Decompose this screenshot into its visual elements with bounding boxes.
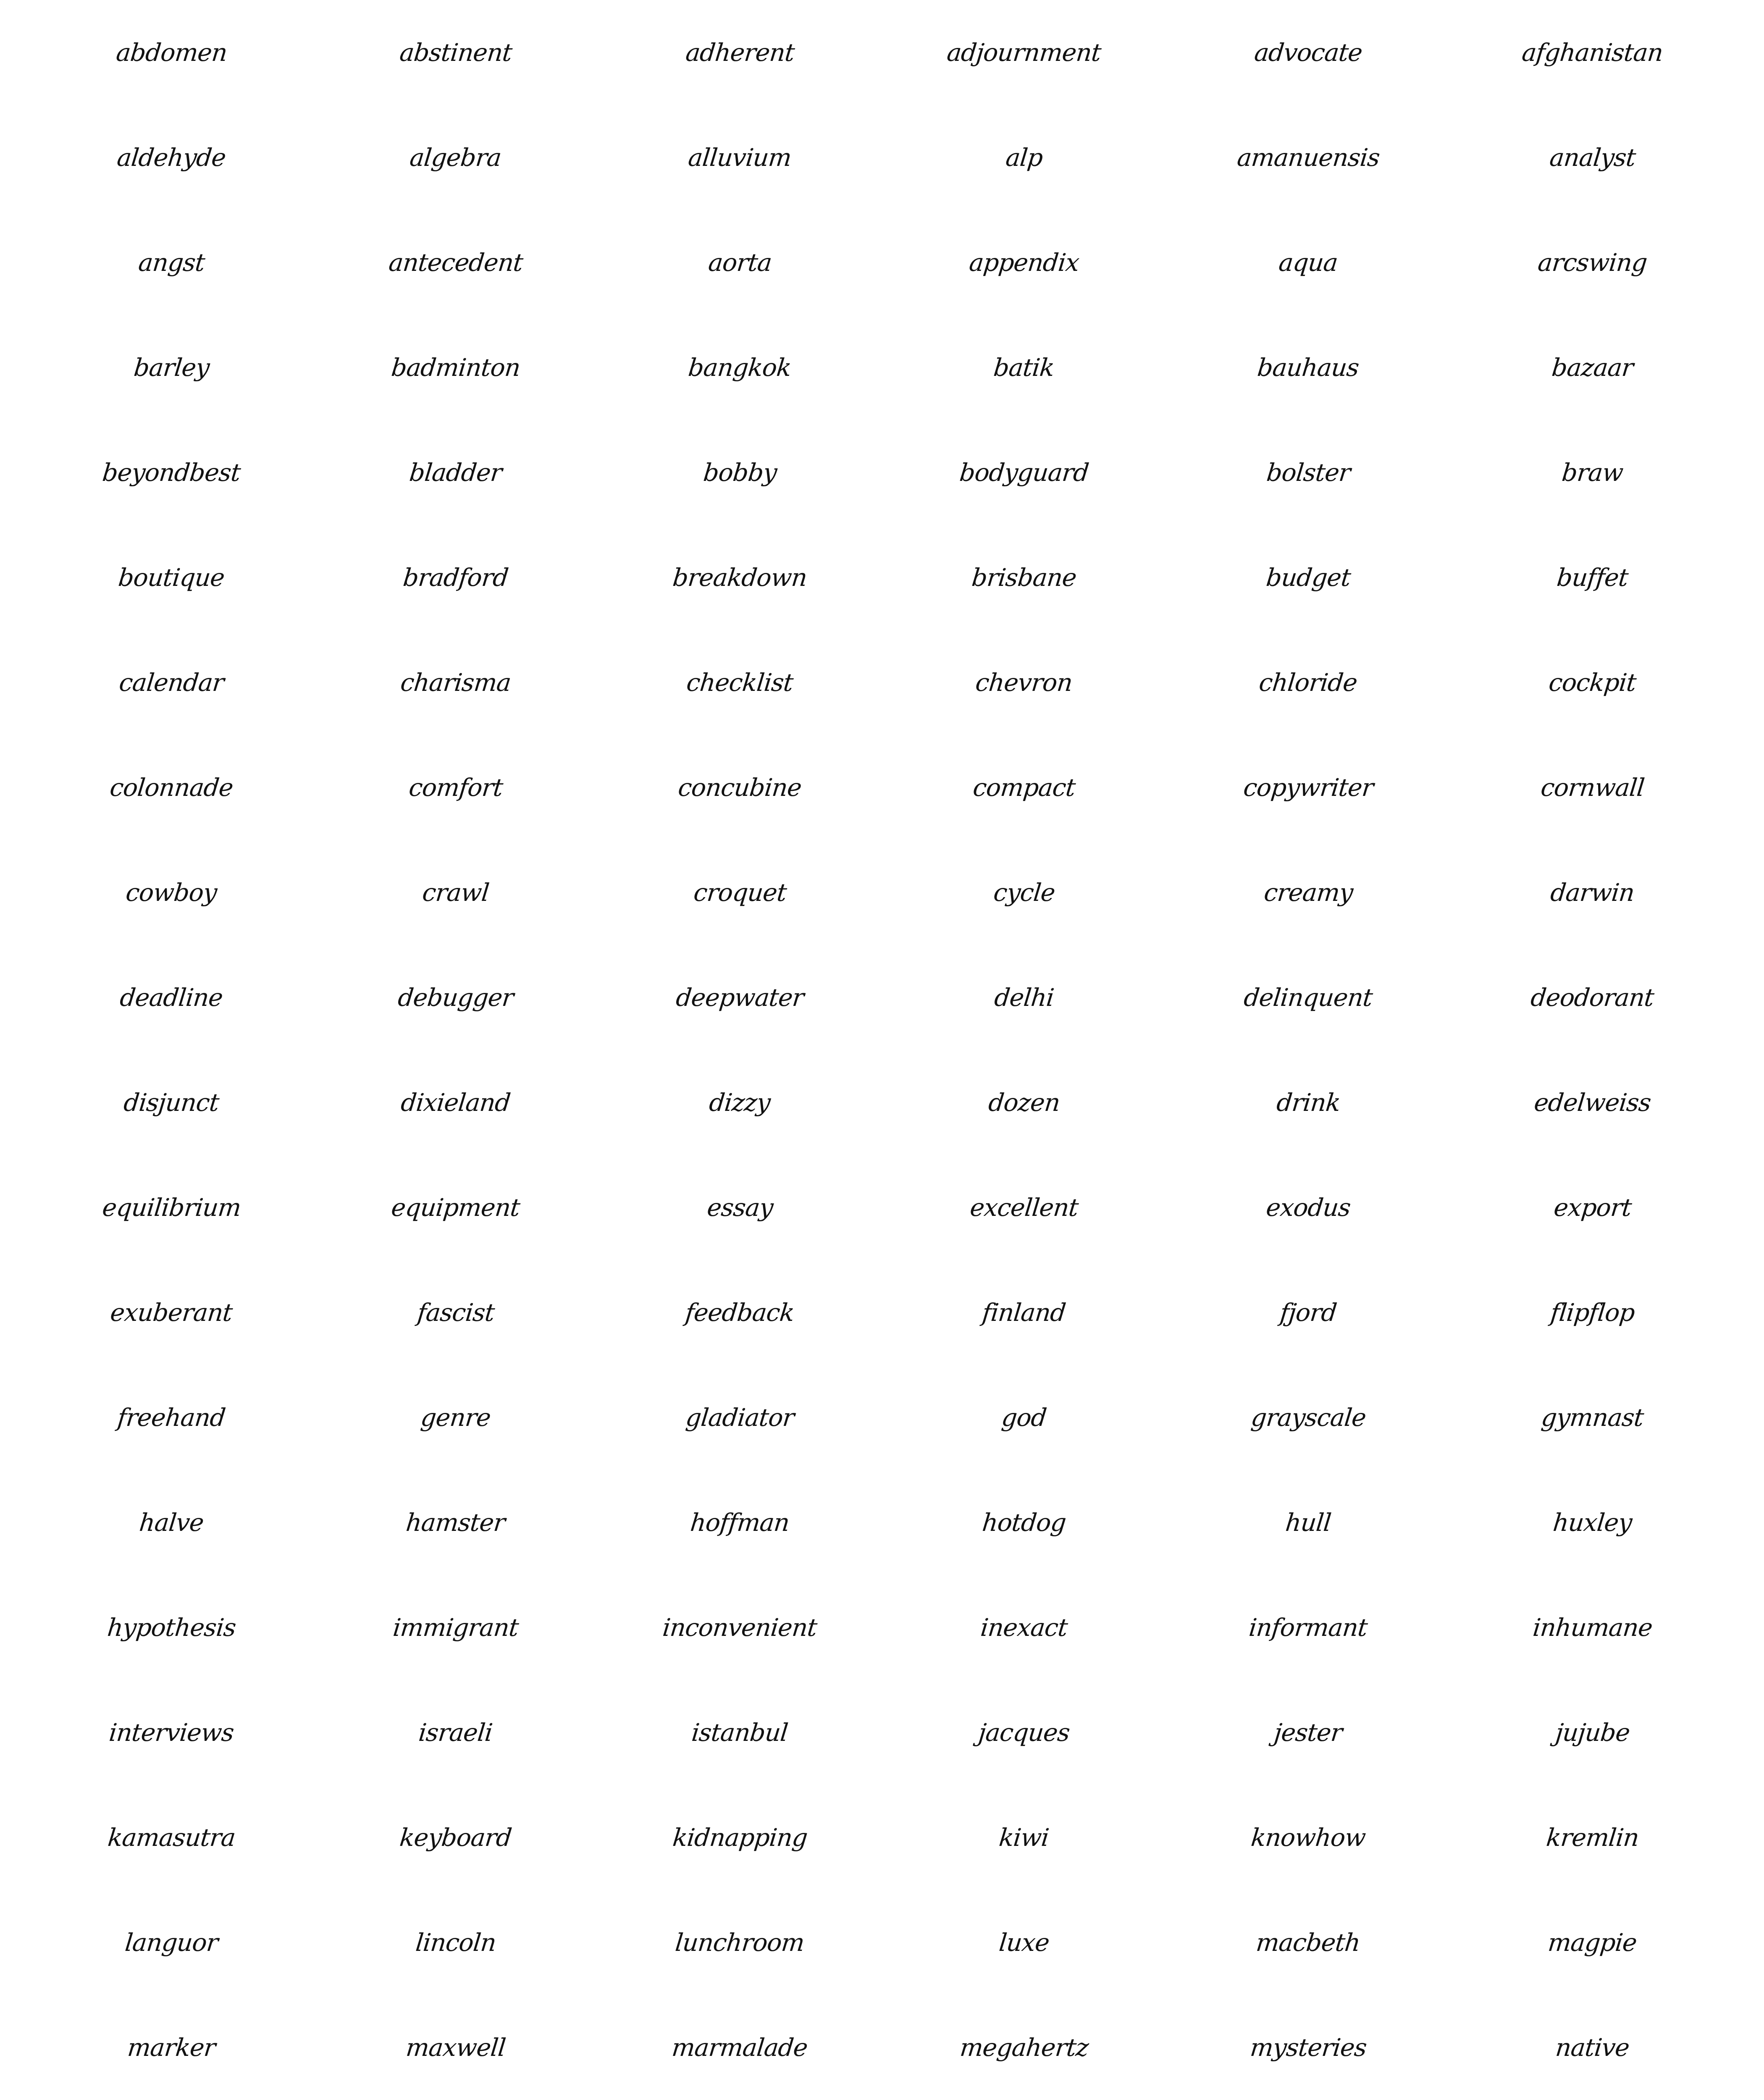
word-cell: [598, 1365, 882, 1470]
handwritten-word: languor: [123, 1928, 220, 1957]
word-cell: [1166, 105, 1451, 210]
handwritten-word: charisma: [399, 668, 512, 697]
word-cell: [1166, 1575, 1451, 1680]
handwritten-word: israeli: [417, 1718, 494, 1747]
word-cell: [314, 840, 598, 945]
word-cell: [314, 1365, 598, 1470]
handwritten-word: dozen: [987, 1088, 1061, 1117]
word-cell: [598, 1575, 882, 1680]
handwritten-word: freehand: [116, 1403, 227, 1432]
handwritten-word: advocate: [1253, 38, 1364, 67]
word-cell: [314, 1155, 598, 1260]
handwritten-word: marker: [126, 2033, 217, 2062]
word-cell: [314, 210, 598, 315]
handwritten-word: hull: [1284, 1508, 1333, 1537]
handwritten-word: inexact: [979, 1613, 1069, 1642]
handwritten-word: alp: [1004, 143, 1044, 172]
word-cell: [1450, 420, 1735, 525]
word-cell: [1166, 1365, 1451, 1470]
word-cell: [314, 1575, 598, 1680]
word-cell: [1166, 630, 1451, 735]
word-cell: [598, 1995, 882, 2100]
word-cell: [1166, 1785, 1451, 1890]
handwritten-word: buffet: [1555, 563, 1630, 592]
handwritten-word: appendix: [968, 248, 1081, 277]
word-cell: [1166, 0, 1451, 105]
handwritten-word: cockpit: [1547, 668, 1638, 697]
handwritten-word: magpie: [1546, 1928, 1638, 1957]
word-cell: [29, 1785, 314, 1890]
word-cell: [598, 1050, 882, 1155]
handwritten-word: comfort: [407, 773, 504, 802]
handwritten-word: hypothesis: [106, 1613, 237, 1642]
handwritten-word: keyboard: [398, 1823, 513, 1852]
word-cell: [882, 945, 1166, 1050]
handwritten-word: chevron: [974, 668, 1074, 697]
handwritten-word: kidnapping: [671, 1823, 809, 1852]
handwritten-word: darwin: [1549, 878, 1636, 907]
word-cell: [314, 735, 598, 840]
handwritten-word: edelweiss: [1533, 1088, 1652, 1117]
handwritten-word: fascist: [415, 1298, 496, 1327]
handwritten-word: export: [1552, 1193, 1633, 1222]
word-cell: [314, 420, 598, 525]
word-cell: [314, 0, 598, 105]
word-cell: [1166, 1155, 1451, 1260]
word-cell: [882, 0, 1166, 105]
word-cell: [29, 1890, 314, 1995]
handwritten-word: native: [1554, 2033, 1631, 2062]
handwritten-word: jester: [1273, 1718, 1344, 1747]
word-cell: [598, 315, 882, 420]
handwritten-word: megahertz: [958, 2033, 1090, 2062]
handwritten-word: deodorant: [1529, 983, 1656, 1012]
word-cell: [1450, 1260, 1735, 1365]
handwritten-word: crawl: [421, 878, 491, 907]
handwritten-word: copywriter: [1242, 773, 1375, 802]
word-cell: [29, 1995, 314, 2100]
word-cell: [314, 1050, 598, 1155]
handwritten-word: alluvium: [687, 143, 793, 172]
handwritten-word: lincoln: [414, 1928, 497, 1957]
word-cell: [1166, 1890, 1451, 1995]
word-cell: [314, 1680, 598, 1785]
handwritten-word: flipflop: [1549, 1298, 1636, 1327]
word-cell: [29, 420, 314, 525]
word-cell: [1166, 1470, 1451, 1575]
word-cell: [314, 525, 598, 630]
handwritten-word: brisbane: [970, 563, 1078, 592]
handwritten-word: equilibrium: [101, 1193, 242, 1222]
word-cell: [882, 630, 1166, 735]
word-cell: [882, 1155, 1166, 1260]
word-cell: [598, 1155, 882, 1260]
word-cell: [1166, 735, 1451, 840]
word-cell: [1450, 630, 1735, 735]
word-cell: [314, 1890, 598, 1995]
handwritten-word: beyondbest: [101, 458, 242, 487]
handwritten-word: exuberant: [109, 1298, 234, 1327]
word-cell: [882, 420, 1166, 525]
word-cell: [1450, 1470, 1735, 1575]
word-cell: [29, 1470, 314, 1575]
handwritten-word: calendar: [118, 668, 226, 697]
word-cell: [882, 840, 1166, 945]
word-cell: [882, 735, 1166, 840]
handwritten-word: jujube: [1554, 1718, 1631, 1747]
word-cell: [1450, 1050, 1735, 1155]
handwritten-word: boutique: [117, 563, 226, 592]
word-cell: [598, 735, 882, 840]
handwritten-word: breakdown: [671, 563, 808, 592]
handwritten-word: bladder: [408, 458, 504, 487]
handwritten-word: essay: [705, 1193, 774, 1222]
handwritten-word: bangkok: [687, 353, 793, 382]
word-cell: [882, 525, 1166, 630]
word-cell: [1450, 0, 1735, 105]
word-cell: [1450, 105, 1735, 210]
word-cell: [882, 1050, 1166, 1155]
word-cell: [1450, 1995, 1735, 2100]
handwritten-word: adherent: [684, 38, 796, 67]
word-cell: [882, 210, 1166, 315]
handwritten-word: bazaar: [1550, 353, 1635, 382]
handwritten-word: cowboy: [124, 878, 218, 907]
word-cell: [1166, 1260, 1451, 1365]
handwritten-word: mysteries: [1249, 2033, 1368, 2062]
word-cell: [1166, 420, 1451, 525]
word-cell: [882, 1365, 1166, 1470]
word-cell: [1166, 1680, 1451, 1785]
handwritten-word: bobby: [702, 458, 778, 487]
word-cell: [29, 945, 314, 1050]
handwritten-word: genre: [419, 1403, 492, 1432]
word-cell: [598, 1785, 882, 1890]
word-cell: [882, 1995, 1166, 2100]
handwritten-word: cycle: [992, 878, 1056, 907]
handwritten-word: chloride: [1257, 668, 1359, 697]
word-cell: [314, 1785, 598, 1890]
handwritten-word: barley: [132, 353, 211, 382]
handwritten-word: kremlin: [1545, 1823, 1641, 1852]
handwritten-word: bauhaus: [1256, 353, 1361, 382]
word-cell: [1166, 840, 1451, 945]
word-cell: [1166, 525, 1451, 630]
handwritten-word: grayscale: [1249, 1403, 1368, 1432]
word-cell: [1166, 945, 1451, 1050]
handwritten-word: hamster: [404, 1508, 507, 1537]
handwritten-word: budget: [1265, 563, 1352, 592]
word-cell: [882, 1260, 1166, 1365]
handwritten-word: analyst: [1548, 143, 1637, 172]
word-cell: [598, 1680, 882, 1785]
handwritten-word: colonnade: [108, 773, 235, 802]
word-cell: [29, 105, 314, 210]
handwritten-word: debugger: [396, 983, 515, 1012]
handwritten-word: aorta: [707, 248, 773, 277]
word-cell: [1450, 210, 1735, 315]
word-cell: [1450, 1575, 1735, 1680]
word-cell: [882, 1680, 1166, 1785]
handwritten-word: delhi: [993, 983, 1055, 1012]
word-cell: [1166, 1995, 1451, 2100]
handwritten-word: god: [1000, 1403, 1048, 1432]
handwritten-word: bolster: [1265, 458, 1352, 487]
word-cell: [29, 1680, 314, 1785]
handwritten-word: macbeth: [1255, 1928, 1362, 1957]
word-cell: [882, 1470, 1166, 1575]
handwritten-word: dizzy: [708, 1088, 772, 1117]
word-cell: [29, 1365, 314, 1470]
handwritten-word: inconvenient: [661, 1613, 819, 1642]
handwritten-word: informant: [1247, 1613, 1369, 1642]
handwritten-word: batik: [992, 353, 1056, 382]
handwritten-word: cornwall: [1539, 773, 1646, 802]
word-cell: [1450, 840, 1735, 945]
word-cell: [314, 315, 598, 420]
word-cell: [29, 840, 314, 945]
handwritten-word: feedback: [684, 1298, 796, 1327]
word-cell: [598, 210, 882, 315]
word-cell: [598, 1260, 882, 1365]
handwritten-word: fjord: [1278, 1298, 1338, 1327]
handwritten-word: marmalade: [670, 2033, 809, 2062]
handwritten-word: gladiator: [684, 1403, 795, 1432]
word-cell: [29, 1260, 314, 1365]
word-cell: [1450, 315, 1735, 420]
handwritten-word: kiwi: [998, 1823, 1050, 1852]
word-cell: [29, 1575, 314, 1680]
word-cell: [598, 945, 882, 1050]
word-cell: [1450, 735, 1735, 840]
handwritten-word: amanuensis: [1236, 143, 1381, 172]
word-cell: [598, 1470, 882, 1575]
word-cell: [314, 1470, 598, 1575]
handwritten-word: finland: [981, 1298, 1067, 1327]
word-cell: [598, 630, 882, 735]
word-cell: [1166, 1050, 1451, 1155]
word-cell: [1166, 210, 1451, 315]
handwritten-word: equipment: [390, 1193, 522, 1222]
handwritten-word: compact: [971, 773, 1077, 802]
handwritten-word: lunchroom: [674, 1928, 806, 1957]
word-cell: [598, 840, 882, 945]
word-cell: [29, 0, 314, 105]
word-cell: [882, 105, 1166, 210]
handwritten-word: luxe: [998, 1928, 1051, 1957]
handwritten-word: concubine: [677, 773, 803, 802]
handwritten-word: angst: [137, 248, 206, 277]
handwritten-word: istanbul: [690, 1718, 790, 1747]
handwritten-word: halve: [138, 1508, 205, 1537]
handwritten-word: jacques: [977, 1718, 1071, 1747]
handwritten-word: braw: [1560, 458, 1625, 487]
word-cell: [598, 0, 882, 105]
handwritten-word: drink: [1275, 1088, 1342, 1117]
word-cell: [29, 1155, 314, 1260]
handwritten-word: bodyguard: [958, 458, 1090, 487]
handwritten-word: inhumane: [1531, 1613, 1654, 1642]
word-cell: [598, 525, 882, 630]
word-cell: [1450, 1680, 1735, 1785]
word-cell: [882, 1890, 1166, 1995]
handwritten-word: disjunct: [122, 1088, 220, 1117]
word-cell: [29, 630, 314, 735]
handwritten-word: adjournment: [945, 38, 1102, 67]
word-cell: [314, 630, 598, 735]
word-cell: [882, 1785, 1166, 1890]
word-cell: [598, 420, 882, 525]
handwritten-word: croquet: [692, 878, 788, 907]
handwritten-word: abdomen: [115, 38, 228, 67]
word-cell: [598, 105, 882, 210]
handwritten-word: deadline: [118, 983, 224, 1012]
word-cell: [314, 105, 598, 210]
handwritten-word: aldehyde: [116, 143, 227, 172]
handwritten-word: badminton: [390, 353, 522, 382]
word-cell: [1450, 1890, 1735, 1995]
word-cell: [1450, 525, 1735, 630]
handwritten-word: checklist: [685, 668, 795, 697]
handwritten-word: afghanistan: [1520, 38, 1664, 67]
word-cell: [1166, 315, 1451, 420]
word-cell: [882, 315, 1166, 420]
handwritten-word: excellent: [969, 1193, 1080, 1222]
handwritten-word: arcswing: [1536, 248, 1648, 277]
word-cell: [1450, 1785, 1735, 1890]
handwritten-word: huxley: [1551, 1508, 1633, 1537]
handwritten-word: maxwell: [404, 2033, 507, 2062]
handwritten-word: delinquent: [1242, 983, 1374, 1012]
word-cell: [1450, 1155, 1735, 1260]
handwritten-word: deepwater: [675, 983, 805, 1012]
handwritten-word: hotdog: [981, 1508, 1068, 1537]
handwritten-word: algebra: [408, 143, 503, 172]
word-cell: [29, 315, 314, 420]
handwritten-word: creamy: [1262, 878, 1354, 907]
word-cell: [29, 210, 314, 315]
word-cell: [314, 945, 598, 1050]
handwritten-word: dixieland: [399, 1088, 512, 1117]
word-cell: [314, 1995, 598, 2100]
word-cell: [29, 735, 314, 840]
handwritten-word: gymnast: [1540, 1403, 1645, 1432]
handwritten-word: interviews: [108, 1718, 236, 1747]
handwritten-word: knowhow: [1250, 1823, 1367, 1852]
word-cell: [314, 1260, 598, 1365]
handwritten-word: bradford: [402, 563, 510, 592]
word-cell: [29, 525, 314, 630]
handwritten-word: immigrant: [391, 1613, 520, 1642]
handwritten-word: exodus: [1265, 1193, 1352, 1222]
word-cell: [882, 1575, 1166, 1680]
handwritten-word: hoffman: [689, 1508, 791, 1537]
word-cell: [1450, 1365, 1735, 1470]
handwritten-word: antecedent: [387, 248, 524, 277]
word-cell: [598, 1890, 882, 1995]
handwritten-word: kamasutra: [106, 1823, 237, 1852]
word-cell: [1450, 945, 1735, 1050]
handwritten-word: aqua: [1277, 248, 1339, 277]
word-cell: [29, 1050, 314, 1155]
handwritten-word: abstinent: [398, 38, 513, 67]
